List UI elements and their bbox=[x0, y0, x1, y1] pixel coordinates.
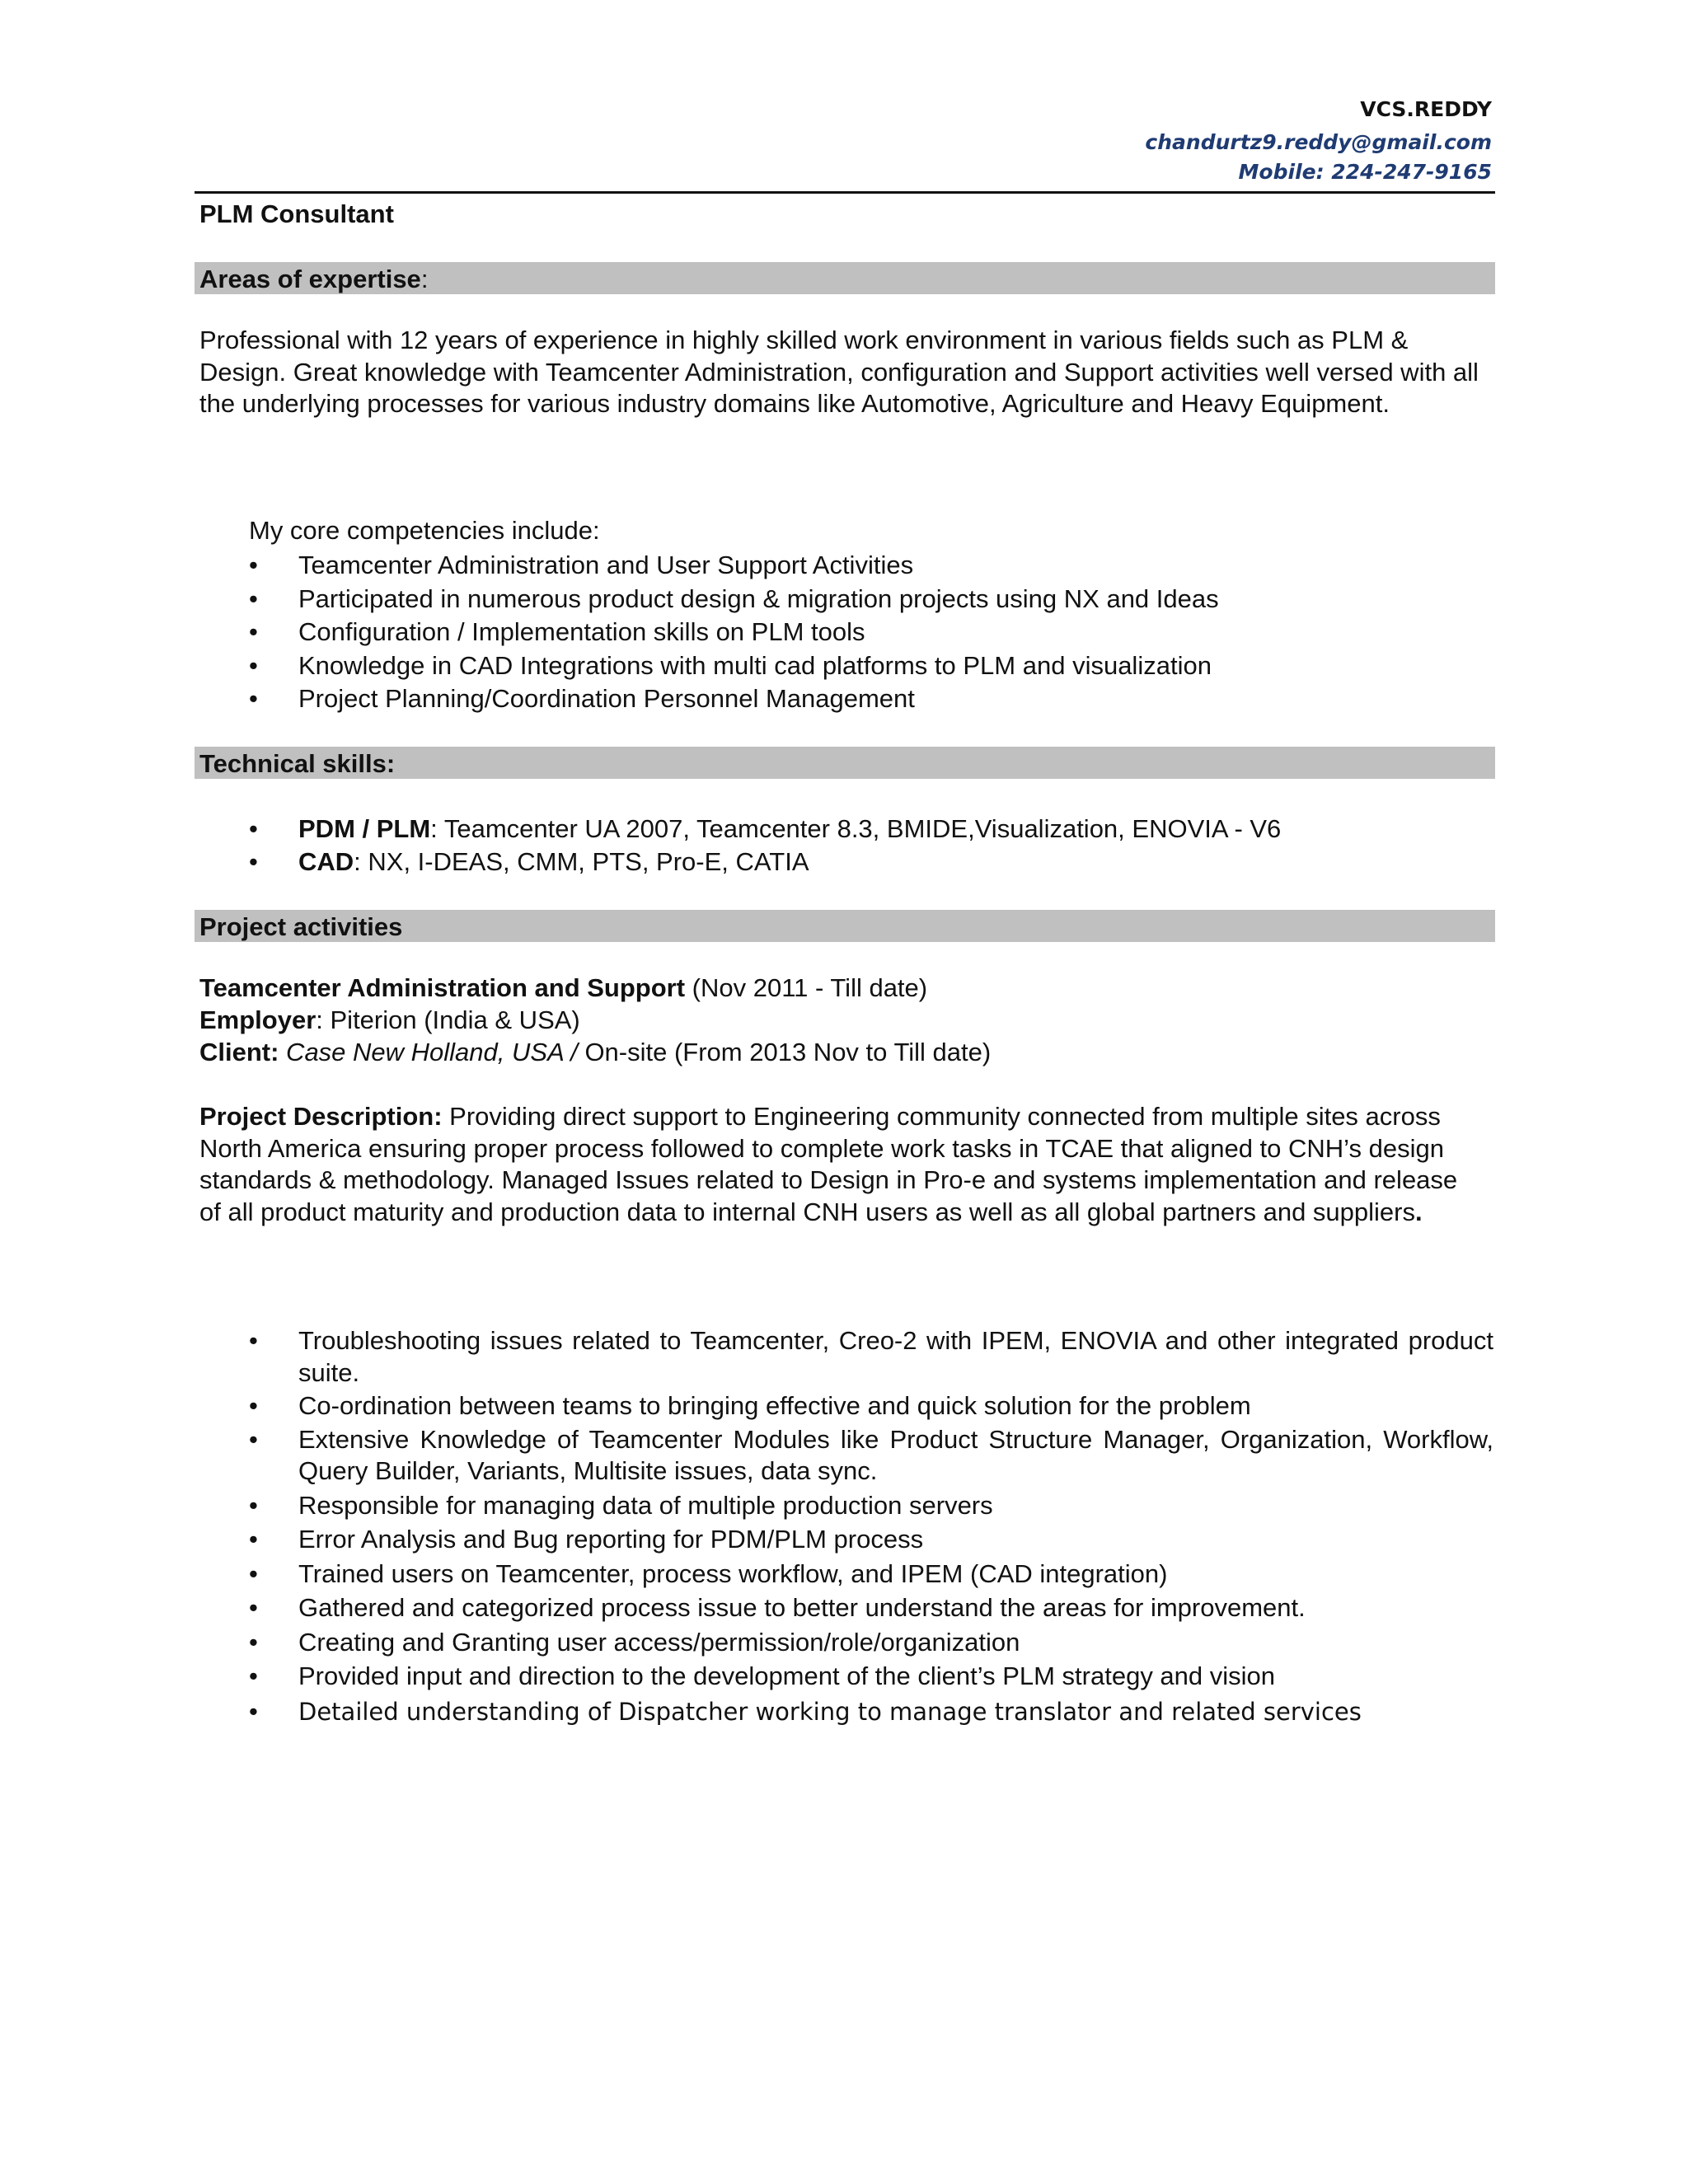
list-item: • Trained users on Teamcenter, process workflow, and IPEM (CAD integration) bbox=[249, 1558, 1168, 1588]
list-item: • Error Analysis and Bug reporting for PDM/PLM process bbox=[249, 1525, 924, 1554]
list-item: • PDM / PLM: Teamcenter UA 2007, Teamcenter 8.3, BMIDE,Visualization, ENOVIA - V6 bbox=[249, 814, 1282, 843]
candidate-mobile: Mobile: 224-247-9165 bbox=[1238, 160, 1492, 184]
section-band-technical bbox=[195, 747, 1495, 779]
project-responsibilities-list bbox=[199, 1325, 1493, 1727]
project-title-line: Teamcenter Administration and Support (Nov 2011 - Till date) bbox=[199, 973, 928, 1002]
list-item: • Project Planning/Coordination Personnel Management bbox=[249, 684, 915, 713]
list-item: • Configuration / Implementation skills on PLM tools bbox=[249, 617, 865, 646]
section-heading-expertise: Areas of expertise: bbox=[199, 265, 429, 293]
list-item: • Responsible for managing data of multiple production servers bbox=[249, 1490, 993, 1520]
project-description: Project Description: Providing direct support to Engineering community connected from multiple sites across North America ensuring proper process followed to complete work tasks in TCAE that aligned to CNH’s design standards & methodology. Managed Issues related to Design in Pro-e and systems implementation and release of all product maturity and production data to internal CNH users as well as all global partners and suppliers. bbox=[199, 1102, 1458, 1226]
section-band-expertise bbox=[195, 262, 1495, 294]
list-item: • Co-ordination between teams to bringing effective and quick solution for the problem bbox=[249, 1391, 1251, 1420]
list-item: • Troubleshooting issues related to Teamcenter, Creo-2 with IPEM, ENOVIA and other integrated product suite. bbox=[249, 1326, 1493, 1387]
summary-paragraph: Professional with 12 years of experience in highly skilled work environment in various fields such as PLM & Design. Great knowledge with Teamcenter Administration, configuration and Support activities well versed with all the underlying processes for various industry domains like Automotive, Agriculture and Heavy Equipment. bbox=[199, 326, 1479, 418]
section-band-projects bbox=[195, 910, 1495, 942]
list-item: • Teamcenter Administration and User Support Activities bbox=[249, 551, 914, 579]
project-employer-line: Employer: Piterion (India & USA) bbox=[199, 1005, 580, 1034]
header-divider bbox=[195, 191, 1495, 194]
list-item: • Creating and Granting user access/permission/role/organization bbox=[249, 1627, 1020, 1657]
candidate-email[interactable]: chandurtz9.reddy@gmail.com bbox=[1145, 130, 1492, 154]
job-title: PLM Consultant bbox=[199, 199, 394, 228]
project-client-line: Client: Case New Holland, USA / On-site (From 2013 Nov to Till date) bbox=[199, 1038, 992, 1066]
list-item: • Gathered and categorized process issue to better understand the areas for improvement. bbox=[249, 1593, 1306, 1622]
technical-skills-list bbox=[199, 813, 1493, 879]
competencies-intro: My core competencies include: bbox=[249, 516, 600, 545]
list-item: • Knowledge in CAD Integrations with multi cad platforms to PLM and visualization bbox=[249, 650, 1212, 680]
section-heading-projects: Project activities bbox=[199, 912, 403, 941]
section-heading-technical: Technical skills: bbox=[199, 749, 396, 778]
competencies-list bbox=[199, 549, 1493, 716]
list-item: • CAD: NX, I-DEAS, CMM, PTS, Pro-E, CATIA bbox=[249, 847, 809, 876]
list-item: • Participated in numerous product design & migration projects using NX and Ideas bbox=[249, 583, 1219, 613]
list-item: • Extensive Knowledge of Teamcenter Modules like Product Structure Manager, Organization, Workflow, Query Builder, Variants, Multisite issues, data sync. bbox=[249, 1424, 1493, 1485]
candidate-name: VCS.REDDY bbox=[1360, 97, 1492, 121]
list-item: • Provided input and direction to the development of the client’s PLM strategy and vision bbox=[249, 1661, 1276, 1690]
list-item: • Detailed understanding of Dispatcher working to manage translator and related services bbox=[249, 1696, 1362, 1726]
